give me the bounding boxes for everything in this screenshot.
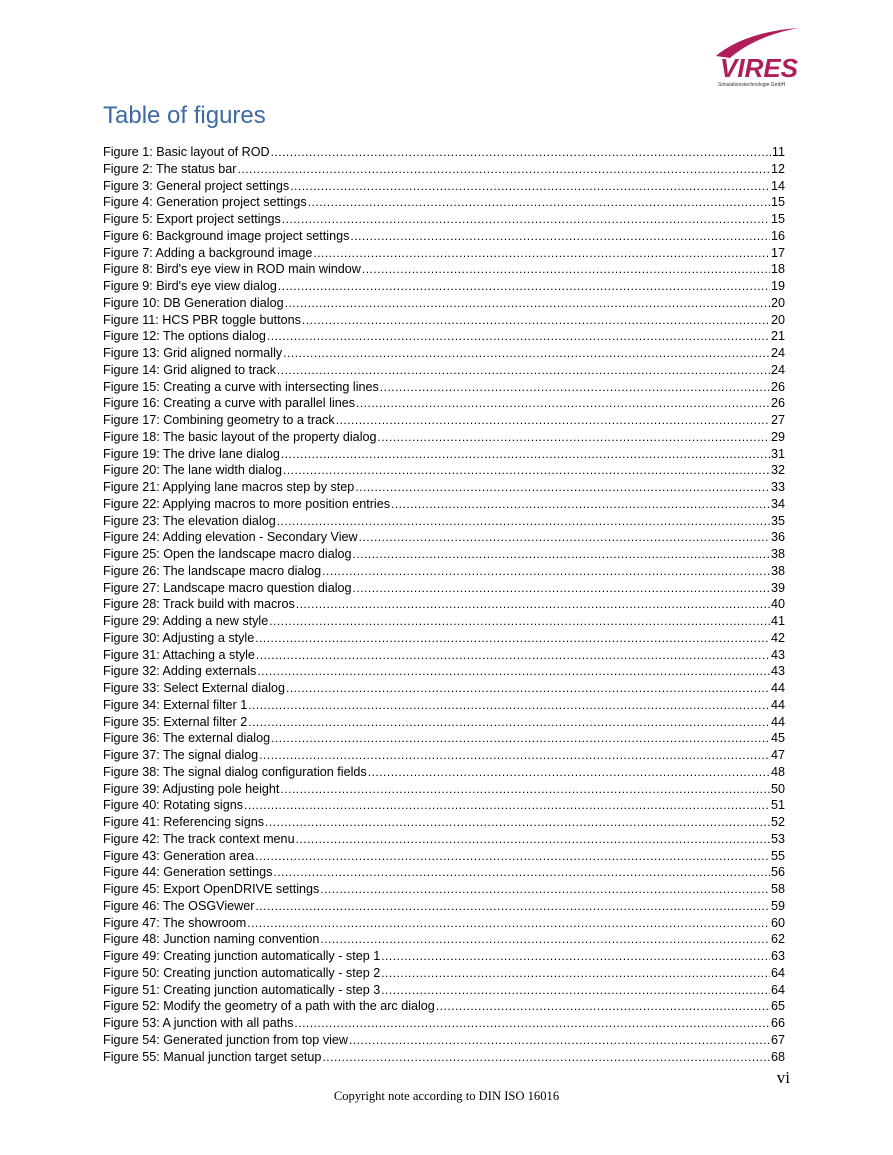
figure-entry-label: Figure 49: Creating junction automatically - step 1 bbox=[103, 949, 381, 963]
dot-leader bbox=[322, 1049, 770, 1066]
figure-entry-page: 64 bbox=[770, 982, 785, 997]
figure-entry-page: 31 bbox=[770, 446, 785, 461]
dot-leader bbox=[356, 395, 770, 412]
figure-entry-page: 62 bbox=[770, 932, 785, 947]
figure-entry-label: Figure 4: Generation project settings bbox=[103, 195, 307, 210]
figure-entry-page: 63 bbox=[770, 949, 785, 963]
dot-leader bbox=[380, 379, 770, 396]
figure-entry-page: 44 bbox=[770, 714, 785, 729]
figure-entry-label: Figure 33: Select External dialog bbox=[103, 681, 286, 695]
figure-entry-label: Figure 42: The track context menu bbox=[103, 831, 295, 846]
figure-entry-page: 12 bbox=[770, 161, 785, 176]
figure-entry[interactable] bbox=[103, 429, 785, 446]
dot-leader bbox=[336, 412, 770, 429]
figure-entry-label: Figure 11: HCS PBR toggle buttons bbox=[103, 312, 301, 327]
figure-entry-label: Figure 2: The status bar bbox=[103, 161, 237, 176]
dot-leader bbox=[381, 982, 770, 999]
dot-leader bbox=[277, 362, 770, 379]
figure-entry-label: Figure 40: Rotating signs bbox=[103, 798, 244, 813]
figure-entry-label: Figure 19: The drive lane dialog bbox=[103, 446, 280, 461]
figure-entry-page: 45 bbox=[770, 731, 785, 746]
dot-leader bbox=[255, 848, 770, 865]
dot-leader bbox=[359, 529, 770, 546]
figure-entry[interactable] bbox=[103, 864, 785, 881]
figure-entry[interactable] bbox=[103, 747, 785, 764]
figure-entry[interactable] bbox=[103, 814, 785, 831]
figure-entry-label: Figure 44: Generation settings bbox=[103, 865, 273, 880]
figure-entry-label: Figure 23: The elevation dialog bbox=[103, 513, 276, 528]
figure-entry[interactable] bbox=[103, 898, 785, 915]
figure-entry-label: Figure 41: Referencing signs bbox=[103, 815, 265, 829]
figure-entry-label: Figure 34: External filter 1 bbox=[103, 697, 248, 712]
figure-entry-page: 16 bbox=[770, 228, 785, 243]
figure-entry[interactable] bbox=[103, 345, 785, 362]
dot-leader bbox=[290, 178, 770, 195]
figure-entry-page: 43 bbox=[770, 647, 785, 662]
figure-entry-label: Figure 32: Adding externals bbox=[103, 664, 257, 679]
dot-leader bbox=[282, 211, 770, 228]
dot-leader bbox=[237, 161, 770, 178]
figure-entry-page: 50 bbox=[770, 781, 785, 796]
copyright-note: Copyright note according to DIN ISO 16016 bbox=[333, 1089, 560, 1103]
dot-leader bbox=[271, 144, 771, 161]
dot-leader bbox=[353, 546, 770, 563]
dot-leader bbox=[281, 446, 770, 463]
figure-entry-page: 15 bbox=[770, 212, 785, 226]
dot-leader bbox=[273, 864, 770, 881]
dot-leader bbox=[248, 697, 770, 714]
figure-entry-label: Figure 26: The landscape macro dialog bbox=[103, 563, 322, 578]
figure-entry-label: Figure 45: Export OpenDRIVE settings bbox=[103, 882, 320, 896]
figure-entry[interactable] bbox=[103, 596, 785, 613]
figure-entry[interactable] bbox=[103, 663, 785, 680]
figure-entry-page: 24 bbox=[770, 346, 785, 360]
figure-entry[interactable] bbox=[103, 295, 785, 312]
dot-leader bbox=[391, 496, 770, 513]
figure-entry[interactable] bbox=[103, 412, 785, 429]
dot-leader bbox=[286, 680, 770, 697]
figure-entry-label: Figure 36: The external dialog bbox=[103, 731, 271, 746]
figure-entry[interactable] bbox=[103, 781, 785, 798]
dot-leader bbox=[349, 1032, 770, 1049]
dot-leader bbox=[355, 479, 770, 496]
figure-entry[interactable] bbox=[103, 211, 785, 228]
dot-leader bbox=[257, 663, 770, 680]
figure-entry-page: 66 bbox=[770, 1016, 785, 1030]
figure-entry[interactable] bbox=[103, 965, 785, 982]
figure-entry-page: 52 bbox=[770, 815, 785, 829]
dot-leader bbox=[244, 797, 770, 814]
figure-entry-label: Figure 29: Adding a new style bbox=[103, 614, 269, 628]
figure-entry[interactable] bbox=[103, 379, 785, 396]
figure-entry[interactable] bbox=[103, 178, 785, 195]
figure-entry[interactable] bbox=[103, 529, 785, 546]
figure-entry[interactable] bbox=[103, 261, 785, 278]
figure-entry[interactable] bbox=[103, 395, 785, 412]
figure-entry-page: 56 bbox=[770, 865, 785, 880]
dot-leader bbox=[294, 1015, 770, 1032]
figure-entry[interactable] bbox=[103, 580, 785, 597]
figure-entry[interactable] bbox=[103, 479, 785, 496]
figure-entry[interactable] bbox=[103, 647, 785, 664]
figure-list bbox=[103, 144, 785, 1065]
dot-leader bbox=[322, 563, 770, 580]
figure-entry-page: 48 bbox=[770, 764, 785, 779]
figure-entry[interactable] bbox=[103, 630, 785, 647]
figure-entry-label: Figure 9: Bird's eye view dialog bbox=[103, 279, 277, 293]
figure-entry[interactable] bbox=[103, 1032, 785, 1049]
dot-leader bbox=[283, 345, 770, 362]
figure-entry-page: 41 bbox=[770, 614, 785, 628]
figure-entry-page: 60 bbox=[770, 915, 785, 930]
dot-leader bbox=[378, 429, 770, 446]
figure-entry-page: 42 bbox=[770, 630, 785, 645]
dot-leader bbox=[267, 328, 770, 345]
dot-leader bbox=[280, 781, 770, 798]
figure-entry[interactable] bbox=[103, 931, 785, 948]
figure-entry-page: 68 bbox=[770, 1049, 785, 1064]
figure-entry[interactable] bbox=[103, 948, 785, 965]
figure-entry[interactable] bbox=[103, 764, 785, 781]
figure-entry-label: Figure 37: The signal dialog bbox=[103, 748, 259, 762]
dot-leader bbox=[368, 764, 770, 781]
figure-entry[interactable] bbox=[103, 831, 785, 848]
dot-leader bbox=[296, 831, 770, 848]
figure-entry[interactable] bbox=[103, 697, 785, 714]
dot-leader bbox=[296, 596, 770, 613]
figure-entry-page: 14 bbox=[770, 178, 785, 193]
figure-entry[interactable] bbox=[103, 144, 785, 161]
figure-entry[interactable] bbox=[103, 513, 785, 530]
figure-entry-page: 29 bbox=[770, 429, 785, 444]
dot-leader bbox=[269, 613, 770, 630]
figure-entry-page: 18 bbox=[770, 262, 785, 277]
figure-entry[interactable] bbox=[103, 797, 785, 814]
figure-entry-label: Figure 20: The lane width dialog bbox=[103, 463, 282, 478]
figure-entry-label: Figure 5: Export project settings bbox=[103, 212, 281, 226]
figure-entry[interactable] bbox=[103, 161, 785, 178]
figure-entry-label: Figure 54: Generated junction from top view bbox=[103, 1032, 349, 1047]
figure-entry-page: 53 bbox=[770, 831, 785, 846]
figure-entry[interactable] bbox=[103, 546, 785, 563]
figure-entry[interactable] bbox=[103, 328, 785, 345]
dot-leader bbox=[265, 814, 770, 831]
dot-leader bbox=[320, 881, 770, 898]
figure-entry-page: 59 bbox=[770, 898, 785, 913]
dot-leader bbox=[256, 647, 770, 664]
figure-entry-label: Figure 53: A junction with all paths bbox=[103, 1016, 294, 1030]
figure-entry-label: Figure 30: Adjusting a style bbox=[103, 630, 255, 645]
dot-leader bbox=[255, 898, 770, 915]
figure-entry-page: 40 bbox=[770, 597, 785, 612]
figure-entry-label: Figure 14: Grid aligned to track bbox=[103, 362, 276, 377]
page-title: Table of figures bbox=[103, 102, 266, 129]
figure-entry[interactable] bbox=[103, 1015, 785, 1032]
dot-leader bbox=[278, 278, 770, 295]
figure-entry[interactable] bbox=[103, 194, 785, 211]
figure-entry[interactable] bbox=[103, 998, 785, 1015]
dot-leader bbox=[255, 630, 770, 647]
figure-entry-page: 35 bbox=[770, 513, 785, 528]
dot-leader bbox=[271, 730, 770, 747]
figure-entry[interactable] bbox=[103, 312, 785, 329]
figure-entry[interactable] bbox=[103, 613, 785, 630]
figure-entry[interactable] bbox=[103, 496, 785, 513]
figure-entry-label: Figure 28: Track build with macros bbox=[103, 597, 295, 612]
figure-entry-page: 27 bbox=[770, 413, 785, 427]
figure-entry-page: 51 bbox=[770, 798, 785, 813]
figure-entry-page: 21 bbox=[770, 329, 785, 344]
dot-leader bbox=[362, 261, 770, 278]
figure-entry[interactable] bbox=[103, 462, 785, 479]
figure-entry-page: 43 bbox=[770, 664, 785, 679]
figure-entry-label: Figure 31: Attaching a style bbox=[103, 647, 255, 662]
dot-leader bbox=[381, 948, 770, 965]
figure-entry[interactable] bbox=[103, 1049, 785, 1066]
figure-entry-label: Figure 25: Open the landscape macro dialog bbox=[103, 547, 352, 561]
dot-leader bbox=[283, 462, 770, 479]
figure-entry-label: Figure 6: Background image project settings bbox=[103, 228, 350, 243]
figure-entry-label: Figure 24: Adding elevation - Secondary View bbox=[103, 530, 358, 545]
figure-entry-page: 39 bbox=[770, 580, 785, 595]
dot-leader bbox=[353, 580, 770, 597]
dot-leader bbox=[436, 998, 770, 1015]
dot-leader bbox=[302, 312, 770, 329]
figure-entry-label: Figure 43: Generation area bbox=[103, 848, 255, 863]
figure-entry-page: 44 bbox=[770, 697, 785, 712]
figure-entry[interactable] bbox=[103, 881, 785, 898]
figure-entry-page: 20 bbox=[770, 295, 785, 310]
figure-entry-label: Figure 39: Adjusting pole height bbox=[103, 781, 280, 796]
figure-entry-label: Figure 52: Modify the geometry of a path with the arc dialog bbox=[103, 999, 435, 1014]
figure-entry-label: Figure 7: Adding a background image bbox=[103, 245, 313, 260]
figure-entry-page: 65 bbox=[770, 999, 785, 1014]
figure-entry[interactable] bbox=[103, 245, 785, 262]
figure-entry[interactable] bbox=[103, 915, 785, 932]
figure-entry-page: 15 bbox=[770, 195, 785, 210]
figure-entry-label: Figure 10: DB Generation dialog bbox=[103, 295, 284, 310]
figure-entry-page: 55 bbox=[770, 848, 785, 863]
figure-entry[interactable] bbox=[103, 714, 785, 731]
figure-entry[interactable] bbox=[103, 563, 785, 580]
figure-entry-page: 33 bbox=[770, 480, 785, 494]
figure-entry-page: 67 bbox=[770, 1032, 785, 1047]
figure-entry-label: Figure 12: The options dialog bbox=[103, 329, 266, 344]
figure-entry-page: 11 bbox=[771, 145, 785, 159]
figure-entry-label: Figure 47: The showroom bbox=[103, 915, 247, 930]
figure-entry-page: 32 bbox=[770, 463, 785, 478]
dot-leader bbox=[313, 245, 770, 262]
figure-entry-page: 44 bbox=[770, 681, 785, 695]
dot-leader bbox=[381, 965, 770, 982]
figure-entry-label: Figure 38: The signal dialog configuration fields bbox=[103, 764, 367, 779]
figure-entry-label: Figure 55: Manual junction target setup bbox=[103, 1049, 322, 1064]
figure-entry-page: 26 bbox=[770, 379, 785, 394]
figure-entry-page: 36 bbox=[770, 530, 785, 545]
figure-entry[interactable] bbox=[103, 730, 785, 747]
vires-logo bbox=[712, 22, 804, 92]
figure-entry[interactable] bbox=[103, 680, 785, 697]
figure-entry-label: Figure 18: The basic layout of the property dialog bbox=[103, 429, 377, 444]
figure-entry[interactable] bbox=[103, 982, 785, 999]
figure-entry-page: 58 bbox=[770, 882, 785, 896]
dot-leader bbox=[285, 295, 770, 312]
figure-entry[interactable] bbox=[103, 228, 785, 245]
figure-entry-label: Figure 48: Junction naming convention bbox=[103, 932, 320, 947]
figure-entry-label: Figure 8: Bird's eye view in ROD main window bbox=[103, 262, 361, 277]
figure-entry-label: Figure 13: Grid aligned normally bbox=[103, 346, 283, 360]
dot-leader bbox=[248, 714, 770, 731]
figure-entry[interactable] bbox=[103, 362, 785, 379]
figure-entry-page: 19 bbox=[770, 279, 785, 293]
figure-entry-page: 34 bbox=[770, 496, 785, 511]
figure-entry-label: Figure 50: Creating junction automatically - step 2 bbox=[103, 965, 381, 980]
dot-leader bbox=[308, 194, 770, 211]
dot-leader bbox=[259, 747, 770, 764]
figure-entry-page: 24 bbox=[770, 362, 785, 377]
figure-entry-label: Figure 21: Applying lane macros step by step bbox=[103, 480, 355, 494]
figure-entry-page: 64 bbox=[770, 965, 785, 980]
figure-entry-label: Figure 16: Creating a curve with parallel lines bbox=[103, 396, 355, 411]
figure-entry-page: 38 bbox=[770, 563, 785, 578]
dot-leader bbox=[277, 513, 770, 530]
figure-entry-label: Figure 15: Creating a curve with intersecting lines bbox=[103, 379, 379, 394]
figure-entry[interactable] bbox=[103, 278, 785, 295]
figure-entry-label: Figure 3: General project settings bbox=[103, 178, 290, 193]
dot-leader bbox=[247, 915, 770, 932]
figure-entry-label: Figure 35: External filter 2 bbox=[103, 714, 248, 729]
figure-entry-label: Figure 17: Combining geometry to a track bbox=[103, 413, 335, 427]
figure-entry-label: Figure 1: Basic layout of ROD bbox=[103, 145, 270, 159]
figure-entry-page: 26 bbox=[770, 396, 785, 411]
figure-entry-label: Figure 51: Creating junction automatically - step 3 bbox=[103, 982, 381, 997]
figure-entry-label: Figure 27: Landscape macro question dialog bbox=[103, 580, 352, 595]
logo-brand-text: VIRES bbox=[720, 53, 799, 83]
dot-leader bbox=[350, 228, 770, 245]
figure-entry[interactable] bbox=[103, 446, 785, 463]
figure-entry-page: 38 bbox=[770, 547, 785, 561]
page-number: vi bbox=[776, 1068, 790, 1087]
figure-entry-label: Figure 22: Applying macros to more position entries bbox=[103, 496, 390, 511]
figure-entry-page: 20 bbox=[770, 312, 785, 327]
figure-entry-label: Figure 46: The OSGViewer bbox=[103, 898, 255, 913]
figure-entry-page: 17 bbox=[770, 245, 785, 260]
dot-leader bbox=[320, 931, 770, 948]
logo-tagline: Simulationstechnologie GmbH bbox=[718, 82, 786, 88]
figure-entry-page: 47 bbox=[770, 748, 785, 762]
figure-entry[interactable] bbox=[103, 848, 785, 865]
